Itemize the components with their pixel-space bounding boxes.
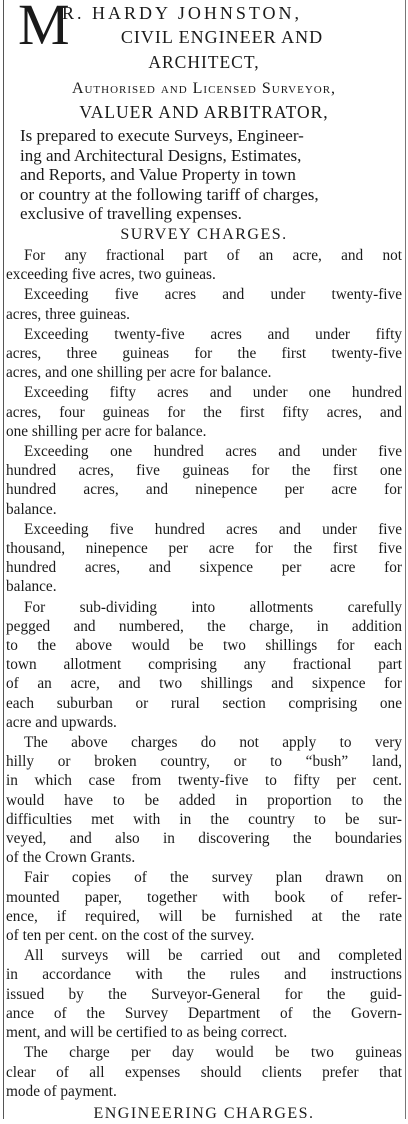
- paragraph-line: hundred acres, five guineas for the first one: [6, 462, 402, 480]
- intro-line: ing and Architectural Designs, Estimates,: [20, 145, 302, 165]
- paragraph-line: hundred acres, and ninepence per acre for: [6, 481, 402, 499]
- paragraph-line: Fair copies of the survey plan drawn on: [24, 869, 402, 887]
- paragraph-line: each suburban or rural section comprising one: [6, 694, 402, 712]
- charge-paragraph: [6, 383, 402, 441]
- intro-line: or country at the following tariff of charges,: [20, 184, 319, 204]
- charge-paragraph: [6, 733, 402, 867]
- charge-paragraph: [6, 946, 402, 1042]
- paragraph-line: Exceeding fifty acres and under one hundred: [24, 384, 402, 402]
- dropcap: M: [18, 0, 70, 57]
- paragraph-line: Exceeding five hundred acres and under five: [24, 520, 402, 538]
- intro-line: and Reports, and Value Property in town: [20, 165, 296, 185]
- paragraph-line: veyed, and also in discovering the boundaries: [6, 830, 402, 848]
- paragraph-line: ment, and will be certified to as being correct.: [6, 1024, 288, 1042]
- paragraph-line: one shilling per acre for balance.: [6, 422, 207, 440]
- charge-paragraph: [6, 442, 402, 519]
- paragraph-line: The above charges do not apply to very: [24, 734, 402, 752]
- left-column-rule: [3, 0, 4, 1119]
- paragraph-line: Exceeding five acres and under twenty-five: [24, 286, 402, 304]
- paragraph-line: balance.: [6, 500, 57, 518]
- paragraph-line: All surveys will be carried out and completed: [24, 947, 402, 965]
- paragraph-line: thousand, ninepence per acre for the first five: [6, 540, 402, 558]
- paragraph-line: pegged and numbered, the charge, in addition: [6, 617, 402, 635]
- charges-list: [6, 246, 402, 1101]
- paragraph-line: of an acre, and two shillings and sixpence for: [6, 675, 402, 693]
- paragraph-line: of the Crown Grants.: [6, 849, 136, 867]
- advertiser-name: R. HARDY JOHNSTON,: [62, 3, 303, 23]
- valuer-line: VALUER AND ARBITRATOR,: [79, 102, 329, 122]
- paragraph-line: clear of all expenses should clients prefer that: [6, 1063, 402, 1081]
- paragraph-line: of ten per cent. on the cost of the survey.: [6, 927, 255, 945]
- paragraph-line: difficulties met with in the country to be sur-: [6, 810, 402, 828]
- paragraph-line: For any fractional part of an acre, and not: [24, 246, 402, 264]
- intro-line: exclusive of travelling expenses.: [20, 204, 242, 224]
- paragraph-line: The charge per day would be two guineas: [24, 1044, 402, 1062]
- paragraph-line: to the above would be two shillings for each: [6, 637, 402, 655]
- paragraph-line: mode of payment.: [6, 1082, 117, 1100]
- paragraph-line: town allotment comprising any fractional part: [6, 656, 402, 674]
- paragraph-line: in which case from twenty-five to fifty per cent.: [6, 772, 402, 790]
- paragraph-line: acre and upwards.: [6, 713, 117, 731]
- paragraph-line: Exceeding one hundred acres and under five: [24, 443, 402, 460]
- paragraph-line: acres, three guineas for the first twenty-five: [6, 344, 402, 362]
- paragraph-line: in accordance with the rules and instructions: [6, 966, 402, 984]
- paragraph-line: For sub-dividing into allotments carefully: [24, 598, 402, 616]
- masthead: [6, 0, 402, 57]
- paragraph-line: exceeding five acres, two guineas.: [6, 266, 216, 284]
- charge-paragraph: [6, 325, 402, 383]
- charge-paragraph: [6, 520, 402, 597]
- charge-paragraph: [6, 598, 402, 732]
- charge-paragraph: [6, 285, 402, 323]
- paragraph-line: hundred acres, and sixpence per acre for: [6, 559, 402, 577]
- charge-paragraph: [6, 1043, 402, 1101]
- paragraph-line: balance.: [6, 578, 57, 596]
- intro-paragraph: [6, 126, 402, 224]
- advertisement: [6, 0, 402, 1124]
- intro-line: Is prepared to execute Surveys, Engineer-: [20, 126, 304, 145]
- charge-paragraph: [6, 246, 402, 284]
- paragraph-line: issued by the Surveyor-General for the guid-: [6, 985, 402, 1003]
- paragraph-line: ence, if required, will be furnished at the rate: [6, 907, 402, 925]
- title-line-2: ARCHITECT,: [148, 52, 260, 72]
- authorised-line: Authorised and Licensed Surveyor,: [71, 80, 337, 97]
- title-line-1: CIVIL ENGINEER AND: [120, 27, 324, 47]
- paragraph-line: ance of the Survey Department of the Govern-: [6, 1004, 402, 1022]
- paragraph-line: would have to be added in proportion to the: [6, 791, 402, 809]
- paragraph-line: acres, four guineas for the first fifty acres, and: [6, 403, 402, 421]
- paragraph-line: hilly or broken country, or to “bush” land,: [6, 753, 402, 771]
- paragraph-line: Exceeding twenty-five acres and under fifty: [24, 325, 402, 343]
- paragraph-line: mounted paper, together with book of refer-: [6, 888, 402, 906]
- paragraph-line: acres, and one shilling per acre for balance.: [6, 364, 272, 382]
- charge-paragraph: [6, 868, 402, 945]
- right-column-rule: [405, 0, 406, 1119]
- survey-charges-heading: SURVEY CHARGES.: [120, 225, 288, 243]
- paragraph-line: acres, three guineas.: [6, 305, 131, 323]
- engineering-charges-heading: ENGINEERING CHARGES.: [93, 1104, 315, 1122]
